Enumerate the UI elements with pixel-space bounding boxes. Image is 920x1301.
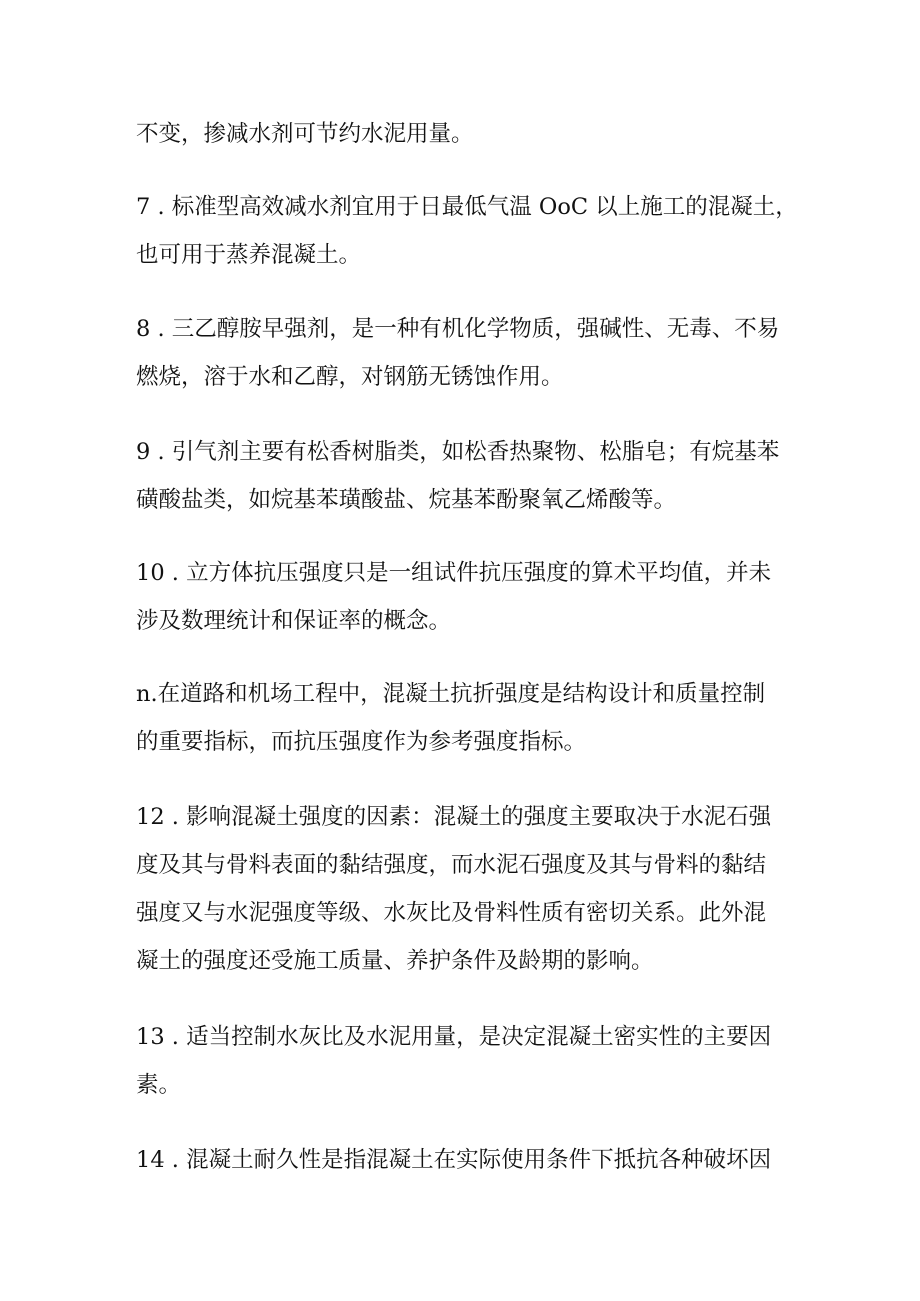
text-line: 12 . 影响混凝土强度的因素：混凝土的强度主要取决于水泥石强 xyxy=(136,804,772,830)
text-line: 10 . 立方体抗压强度只是一组试件抗压强度的算术平均值，并未 xyxy=(136,560,772,586)
paragraph-item-13 xyxy=(136,1013,800,1109)
paragraph-item-9 xyxy=(136,428,800,524)
paragraph-item-11 xyxy=(136,670,800,766)
text-line: 7 . 标准型高效减水剂宜用于日最低气温 OoC 以上施工的混凝土， xyxy=(136,194,798,220)
text-line: 不变，掺减水剂可节约水泥用量。 xyxy=(136,121,474,147)
text-line: n.在道路和机场工程中，混凝土抗折强度是结构设计和质量控制 xyxy=(136,681,766,707)
paragraph-item-10 xyxy=(136,549,800,645)
text-line: 的重要指标，而抗压强度作为参考强度指标。 xyxy=(136,729,587,755)
paragraph-continuation xyxy=(136,110,800,158)
paragraph-item-7 xyxy=(136,183,800,279)
text-line: 8 . 三乙醇胺早强剂，是一种有机化学物质，强碱性、无毒、不易 xyxy=(136,316,780,342)
text-line: 涉及数理统计和保证率的概念。 xyxy=(136,608,452,634)
text-line: 强度又与水泥强度等级、水灰比及骨料性质有密切关系。此外混 xyxy=(136,900,767,926)
text-line: 素。 xyxy=(136,1072,182,1098)
text-line: 凝土的强度还受施工质量、养护条件及龄期的影响。 xyxy=(136,948,654,974)
text-line: 磺酸盐类，如烷基苯璜酸盐、烷基苯酚聚氧乙烯酸等。 xyxy=(136,487,677,513)
text-line: 度及其与骨料表面的黏结强度，而水泥石强度及其与骨料的黏结 xyxy=(136,852,767,878)
text-line: 也可用于蒸养混凝土。 xyxy=(136,242,362,268)
text-line: 燃烧，溶于水和乙醇，对钢筋无锈蚀作用。 xyxy=(136,364,564,390)
paragraph-item-8 xyxy=(136,305,800,401)
text-line: 13 . 适当控制水灰比及水泥用量，是决定混凝土密实性的主要因 xyxy=(136,1024,772,1050)
text-line: 9 . 引气剂主要有松香树脂类，如松香热聚物、松脂皂；有烷基苯 xyxy=(136,439,780,465)
paragraph-item-14 xyxy=(136,1136,800,1184)
paragraph-item-12 xyxy=(136,793,800,985)
text-line: 14 . 混凝土耐久性是指混凝土在实际使用条件下抵抗各种破坏因 xyxy=(136,1147,772,1173)
